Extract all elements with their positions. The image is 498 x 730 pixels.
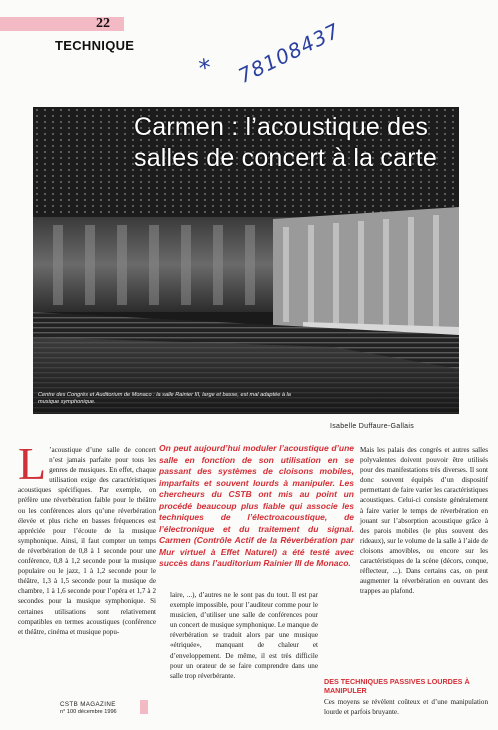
handwritten-star: * [197,53,213,83]
photo-caption: Centre des Congrès et Auditorium de Monaco : la salle Rainier III, large et basse, est mal adaptée à la musique symphonique. [38,392,291,405]
page-number: 22 [96,16,110,31]
article-lead: On peut aujourd’hui moduler l’acoustique d’une salle en fonction de son utilisation en se passant des systèmes de cloisons mobiles, imparfaits et souvent lourds à manipuler. Les chercheurs du CSTB ont mis au point un procédé beaucoup plus fiable qui associe les techniques de l’électroacoustique, de l’électronique et du traitement du signal. Carmen (Contrôle Actif de la Réverbération par Mur virtuel à Effet Naturel) a été testé avec succès dans l’auditorium Rainier III de Monaco. [159,443,354,568]
magazine-name: CSTB MAGAZINE [60,701,116,708]
article-column-1 [18,438,156,637]
author-byline: Isabelle Duffaure-Gallais [330,423,415,430]
article-column-3: Mais les palais des congrès et autres salles polyvalentes doivent pouvoir être utilisés pour des manifestations très diverses. Il sont donc souvent équipés d’un dispositif permettant de faire varier les caractéristiques acoustiques. Celui-ci consiste généralement à faire varier le temps de réverbération en jouant sur l’absorption acoustique grâce à des parois mobiles (le plus souvent des rideaux), sur le volume de la salle à l’aide de cloisons amovibles, ou encore sur les caractéristiques de la scène (décors, conque, réflecteur, ...). Dans certains cas, on peut augmenter la réverbération en ouvrant des trappes au plafond. [360,446,488,596]
handwritten-reference: 78108437 [234,18,344,88]
article-column-2: laire, ...), d’autres ne le sont pas du tout. Il est par exemple impossible, pour l’auditeur comme pour le musicien, d’utiliser une salle de conférences pour un concert de musique symphonique. Le manque de réverbération se traduit alors par une musique «étriquée», manquant de chaleur et d’enveloppement. De même, il est très difficile pour un orateur de se faire comprendre dans une salle trop réverbérante. [170,591,318,680]
footer-marker [140,700,148,714]
article-title: Carmen : l’acoustique des salles de concert à la carte [134,113,437,172]
drop-cap: L [18,438,47,489]
page-footer [60,702,117,716]
magazine-issue: n° 100 décembre 1996 [60,708,117,715]
article-subheading: DES TECHNIQUES PASSIVES LOURDES À MANIPULER [324,677,470,695]
article-column-4: Ces moyens se révèlent coûteux et d’une manipulation lourde et parfois bruyante. [324,698,488,717]
section-title: TECHNIQUE [55,38,135,53]
column-1-text: ’acoustique d’une salle de concert n’est jamais parfaite pour tous les genres de musiques. En effet, chaque utilisation exige des caractéristiques acoustiques spécifiques. Par exemple, on préfère une réverbération faible pour le théâtre ou les conférences alors qu’une réverbération élevée et plus riche en basses fréquences est appréciée pour l’écoute de la musique symphonique. Ainsi, il faut compter un temps de réverbération de 0,8 à 1 seconde pour une conférence, 0,8 à 1,2 seconde pour la musique populaire ou le jazz, 1 à 1,2 seconde pour le théâtre, 1,3 à 1,5 seconde pour la musique de chambre, 1 à 1,6 seconde pour l’opéra et 1,7 à 2 secondes pour la musique symphonique. Si certaines utilisations sont relativement compatibles en termes acoustiques (conférence et théâtre, cinéma et musique popu- [18,446,156,636]
